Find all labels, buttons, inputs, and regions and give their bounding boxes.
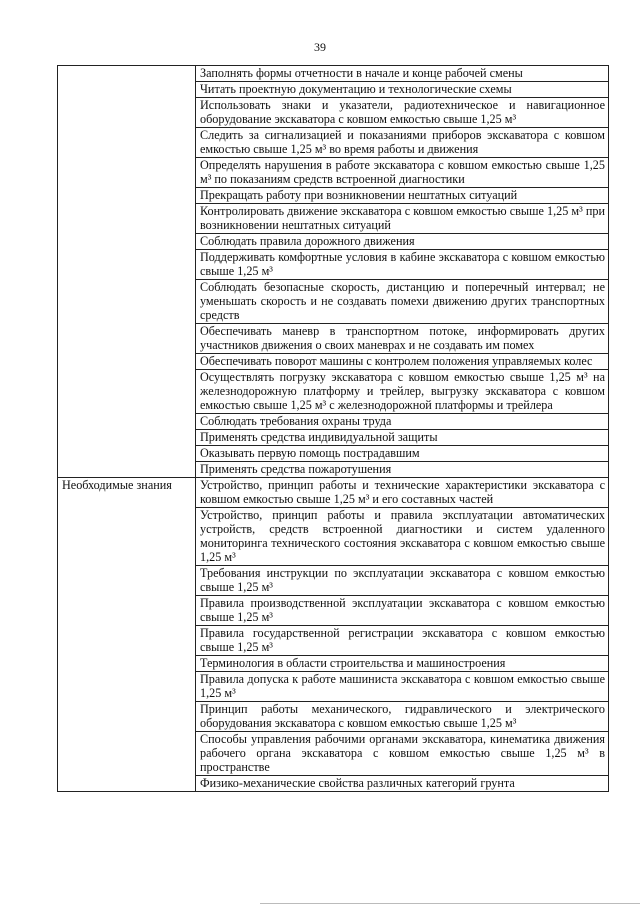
abilities-section [58, 66, 609, 478]
table-cell: Обеспечивать поворот машины с контролем положения управляемых колес [196, 354, 609, 370]
table-cell: Использовать знаки и указатели, радиотехническое и навигационное оборудование экскаватора с ковшом емкостью свыше 1,25 м³ [196, 98, 609, 128]
table-cell: Определять нарушения в работе экскаватора с ковшом емкостью свыше 1,25 м³ по показаниям средств встроенной диагностики [196, 158, 609, 188]
table-cell: Устройство, принцип работы и правила эксплуатации автоматических устройств, средств встроенной диагностики и систем удаленного мониторинга технического состояния экскаватора с ковшом емкостью свыше 1,25 м³ [196, 508, 609, 566]
competency-table [57, 65, 609, 792]
page-number: 39 [314, 40, 326, 54]
table-cell: Применять средства индивидуальной защиты [196, 430, 609, 446]
table-cell: Оказывать первую помощь пострадавшим [196, 446, 609, 462]
table-cell: Контролировать движение экскаватора с ковшом емкостью свыше 1,25 м³ при возникновении нештатных ситуаций [196, 204, 609, 234]
knowledge-section [58, 478, 609, 792]
table-cell: Физико-механические свойства различных категорий грунта [196, 776, 609, 792]
table-cell: Читать проектную документацию и технологические схемы [196, 82, 609, 98]
table-cell: Прекращать работу при возникновении нештатных ситуаций [196, 188, 609, 204]
abilities-label-cell [58, 66, 196, 478]
table-cell: Принцип работы механического, гидравлического и электрического оборудования экскаватора с ковшом емкостью свыше 1,25 м³ [196, 702, 609, 732]
scan-edge-line [260, 903, 640, 904]
table-cell: Обеспечивать маневр в транспортном потоке, информировать других участников движения о своих маневрах и не создавать им помех [196, 324, 609, 354]
table-cell: Правила производственной эксплуатации экскаватора с ковшом емкостью свыше 1,25 м³ [196, 596, 609, 626]
table-cell: Правила государственной регистрации экскаватора с ковшом емкостью свыше 1,25 м³ [196, 626, 609, 656]
table-cell: Соблюдать правила дорожного движения [196, 234, 609, 250]
table-cell: Терминология в области строительства и машиностроения [196, 656, 609, 672]
knowledge-label-cell: Необходимые знания [58, 478, 196, 792]
table-cell: Соблюдать требования охраны труда [196, 414, 609, 430]
table-cell: Следить за сигнализацией и показаниями приборов экскаватора с ковшом емкостью свыше 1,25 м³ во время работы и движения [196, 128, 609, 158]
table-cell: Устройство, принцип работы и технические характеристики экскаватора с ковшом емкостью свыше 1,25 м³ и его составных частей [196, 478, 609, 508]
table-cell: Осуществлять погрузку экскаватора с ковшом емкостью свыше 1,25 м³ на железнодорожную платформу и трейлер, выгрузку экскаватора с ковшом емкостью свыше 1,25 м³ с железнодорожной платформы и трейлера [196, 370, 609, 414]
table-row [58, 478, 609, 508]
table-cell: Способы управления рабочими органами экскаватора, кинематика движения рабочего органа экскаватора с ковшом емкостью свыше 1,25 м³ в пространстве [196, 732, 609, 776]
table-cell: Правила допуска к работе машиниста экскаватора с ковшом емкостью свыше 1,25 м³ [196, 672, 609, 702]
table-cell: Заполнять формы отчетности в начале и конце рабочей смены [196, 66, 609, 82]
table-cell: Поддерживать комфортные условия в кабине экскаватора с ковшом емкостью свыше 1,25 м³ [196, 250, 609, 280]
table-cell: Требования инструкции по эксплуатации экскаватора с ковшом емкостью свыше 1,25 м³ [196, 566, 609, 596]
table-cell: Соблюдать безопасные скорость, дистанцию и поперечный интервал; не уменьшать скорость и не создавать помехи движению других транспортных средств [196, 280, 609, 324]
table-row [58, 66, 609, 82]
table-cell: Применять средства пожаротушения [196, 462, 609, 478]
